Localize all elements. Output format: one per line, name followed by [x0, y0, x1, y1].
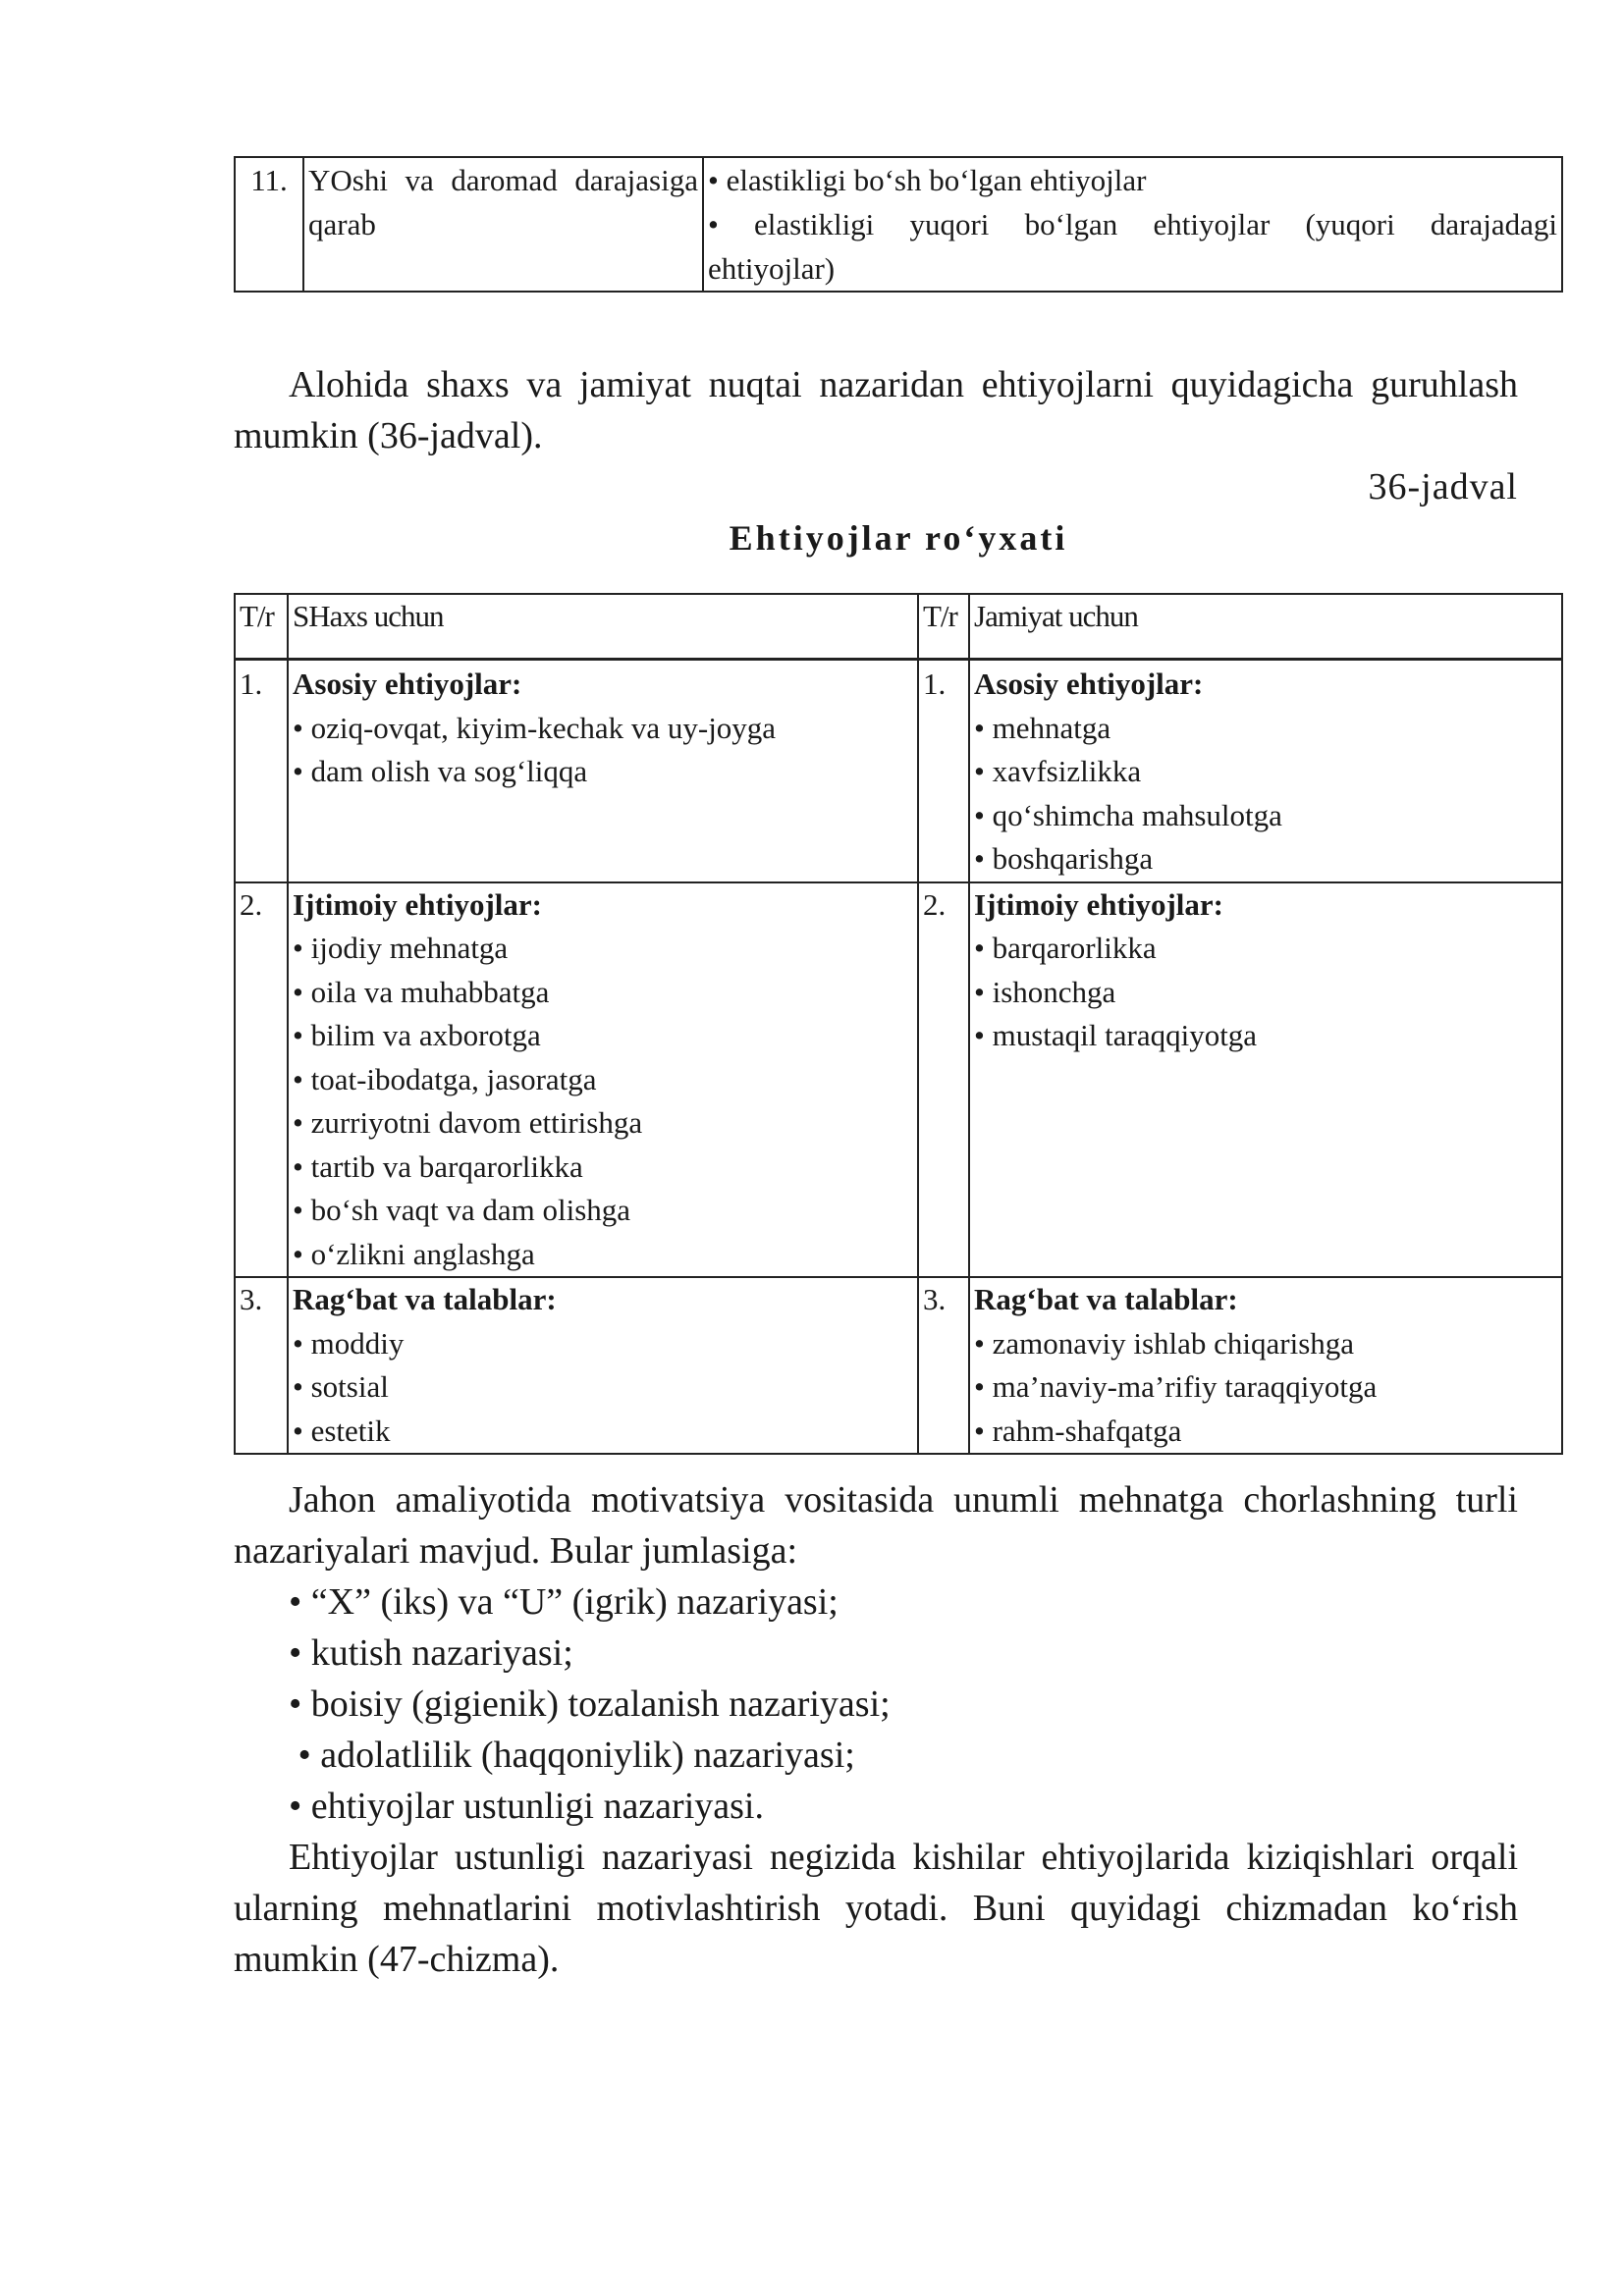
paragraph-line: mumkin (36-jadval).	[234, 415, 543, 456]
header-num-left	[235, 594, 288, 660]
header-label: T/r	[923, 599, 957, 633]
individual-needs-cell	[288, 882, 918, 1278]
header-right	[969, 594, 1562, 660]
list-item: • oila va muhabbatga	[293, 974, 550, 1009]
need-item: ehtiyojlar)	[708, 251, 836, 286]
list-item: • oziq-ovqat, kiyim-kechak va uy-joyga	[293, 710, 777, 745]
list-item: • estetik	[293, 1413, 391, 1448]
needs-table	[234, 593, 1563, 1455]
criterion-cell	[303, 157, 703, 292]
society-needs-cell	[969, 1277, 1562, 1454]
group-title: Asosiy ehtiyojlar:	[293, 667, 522, 701]
list-item: • “X” (iks) va “U” (igrik) nazariyasi;	[289, 1581, 839, 1623]
list-item: • zamonaviy ishlab chiqarishga	[974, 1325, 1355, 1361]
paragraph-line: Ehtiyojlar ustunligi nazariyasi negizida kishilar ehtiyojlarida kiziqishlari orqali	[289, 1837, 1518, 1878]
row-number: 1.	[235, 660, 288, 882]
list-item: • adolatlilik (haqqoniylik) nazariyasi;	[289, 1735, 855, 1776]
paragraph-line: nazariyalari mavjud. Bular jumlasiga:	[234, 1530, 798, 1572]
list-item: • ehtiyojlar ustunligi nazariyasi.	[289, 1786, 764, 1827]
list-item: • zurriyotni davom ettirishga	[293, 1105, 643, 1140]
list-item: • xavfsizlikka	[974, 754, 1142, 788]
list-item: • rahm-shafqatga	[974, 1413, 1182, 1448]
need-item: • elastikligi bo‘sh bo‘lgan ehtiyojlar	[708, 163, 1147, 197]
row-number: 2.	[235, 882, 288, 1278]
list-item: • moddiy	[293, 1325, 405, 1361]
group-title: Rag‘bat va talablar:	[293, 1282, 557, 1316]
paragraph-line: Alohida shaxs va jamiyat nuqtai nazaridan ehtiyojlarni quyidagicha guruhlash	[289, 364, 1518, 405]
list-item: • o‘zlikni anglashga	[293, 1236, 535, 1271]
header-label: Jamiyat uchun	[974, 599, 1138, 633]
theories-list	[289, 1576, 891, 1832]
paragraph-line: mumkin (47-chizma).	[234, 1939, 560, 1980]
criterion-line: qarab	[308, 207, 376, 241]
header-num-right	[918, 594, 969, 660]
table-row	[235, 882, 1562, 1278]
list-item: • qo‘shimcha mahsulotga	[974, 797, 1282, 832]
group-title: Ijtimoiy ehtiyojlar:	[974, 886, 1223, 922]
table-number: 36-jadval	[1368, 466, 1518, 507]
previous-table-continuation	[234, 156, 1563, 293]
individual-needs-cell	[288, 1277, 918, 1454]
row-number: 1.	[918, 660, 969, 882]
row-number: 3.	[235, 1277, 288, 1454]
list-item: • bo‘sh vaqt va dam olishga	[293, 1193, 631, 1227]
list-item: • boisiy (gigienik) tozalanish nazariyasi;	[289, 1683, 891, 1725]
criterion-line: YOshi va daromad darajasiga	[308, 163, 698, 197]
header-label: SHaxs uchun	[293, 599, 444, 633]
row-number: 2.	[918, 882, 969, 1278]
list-item: • mehnatga	[974, 710, 1111, 745]
list-item: • ijodiy mehnatga	[293, 931, 509, 965]
hierarchy-paragraph	[234, 1832, 1518, 1985]
needs-cell	[703, 157, 1562, 292]
table-header-row	[235, 594, 1562, 660]
table-row	[235, 660, 1562, 882]
paragraph-line: Jahon amaliyotida motivatsiya vositasida unumli mehnatga chorlashning turli	[289, 1479, 1518, 1521]
list-item: • barqarorlikka	[974, 931, 1157, 965]
list-item: • ma’naviy-ma’rifiy taraqqiyotga	[974, 1369, 1378, 1404]
table-row	[235, 1277, 1562, 1454]
list-item: • dam olish va sog‘liqqa	[293, 754, 588, 788]
row-number: 11.	[235, 157, 303, 292]
list-item: • boshqarishga	[974, 841, 1154, 876]
group-title: Asosiy ehtiyojlar:	[974, 667, 1204, 701]
list-item: • sotsial	[293, 1369, 389, 1404]
intro-paragraph	[234, 359, 1518, 461]
list-item: • ishonchga	[974, 974, 1116, 1009]
list-item: • tartib va barqarorlikka	[293, 1148, 583, 1184]
society-needs-cell	[969, 882, 1562, 1278]
group-title: Ijtimoiy ehtiyojlar:	[293, 886, 542, 922]
need-item: • elastikligi yuqori bo‘lgan ehtiyojlar (yuqori darajadagi	[708, 207, 1557, 241]
row-number: 3.	[918, 1277, 969, 1454]
header-label: T/r	[240, 599, 274, 633]
group-title: Rag‘bat va talablar:	[974, 1282, 1238, 1316]
list-item: • toat-ibodatga, jasoratga	[293, 1061, 597, 1096]
motivation-paragraph	[234, 1474, 1518, 1576]
society-needs-cell	[969, 660, 1562, 882]
header-left	[288, 594, 918, 660]
paragraph-line: ularning mehnatlarini motivlashtirish yotadi. Buni quyidagi chizmadan ko‘rish	[234, 1888, 1518, 1929]
table-row	[235, 157, 1562, 292]
table-title: Ehtiyojlar ro‘yxati	[729, 518, 1068, 558]
list-item: • mustaqil taraqqiyotga	[974, 1018, 1258, 1052]
list-item: • bilim va axborotga	[293, 1018, 541, 1052]
list-item: • kutish nazariyasi;	[289, 1632, 573, 1674]
individual-needs-cell	[288, 660, 918, 882]
